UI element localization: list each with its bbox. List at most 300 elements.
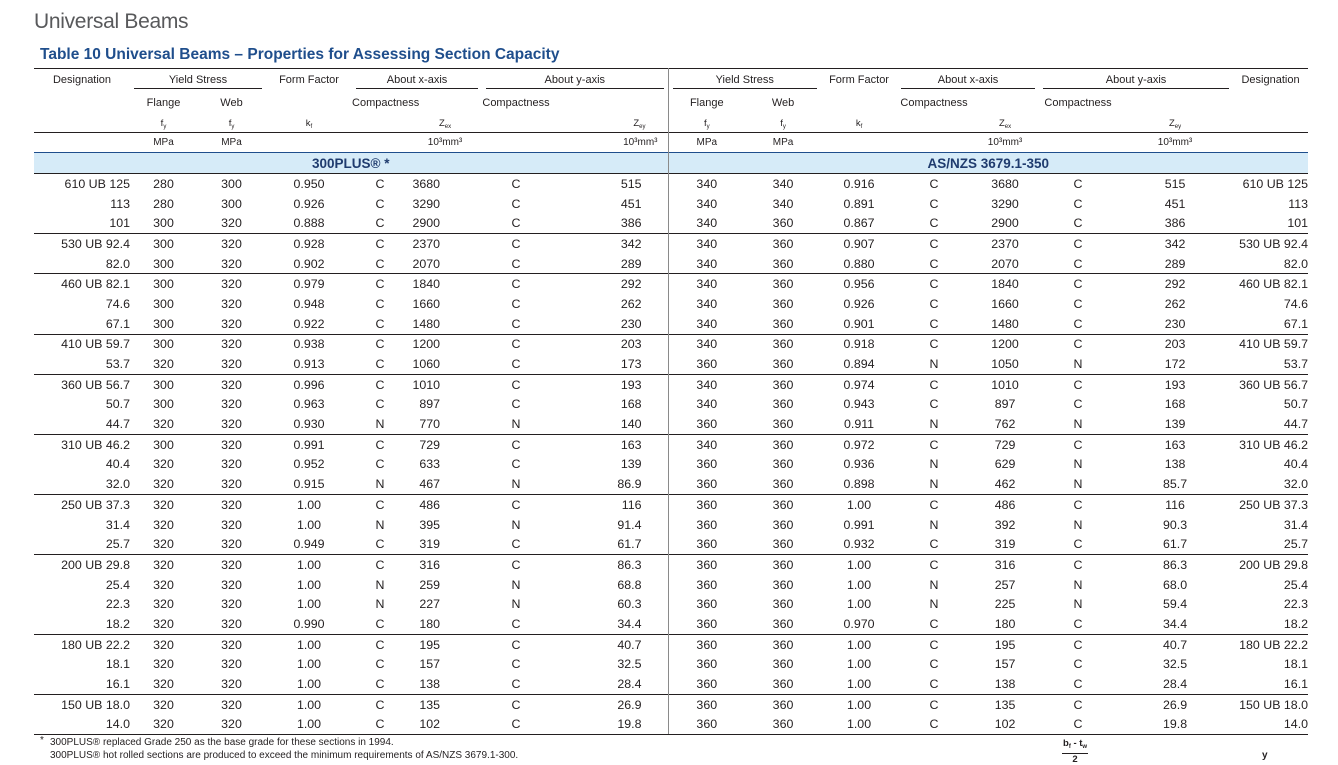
zey-cell-right: 116 <box>1117 495 1233 515</box>
compactness-x-cell-right: C <box>929 397 939 412</box>
compactness-x-header: Compactness <box>352 97 420 109</box>
about-y-header-right: About y-axis <box>1039 69 1233 92</box>
flange-fy-cell-right: 340 <box>668 434 745 454</box>
compactness-y-cell-right: C <box>1039 374 1117 394</box>
zex-cell: 1480 <box>412 316 441 331</box>
form-factor-cell-right: 1.00 <box>821 555 897 575</box>
designation-cell-right: 310 UB 46.2 <box>1233 434 1308 454</box>
table-row <box>34 434 1308 454</box>
compactness-x-cell-right: C <box>897 334 971 354</box>
compactness-y-cell-right: C <box>1073 216 1083 231</box>
compactness-y-cell-right: C <box>1039 334 1117 354</box>
zey-cell-right: 168 <box>1164 397 1186 412</box>
designation-cell-right: 82.0 <box>1283 256 1309 271</box>
table-row <box>34 674 1308 694</box>
designation-cell-right: 530 UB 92.4 <box>1233 234 1308 254</box>
compactness-x-cell-right: C <box>929 316 939 331</box>
designation-cell-right: 16.1 <box>1283 677 1309 692</box>
flange-fy-cell: 300 <box>153 256 174 271</box>
compactness-x-cell-right: C <box>897 694 971 714</box>
flange-fy-cell: 320 <box>130 634 197 654</box>
compactness-y-cell: C <box>511 196 521 211</box>
about-y-header: About y-axis <box>482 69 668 92</box>
zex-cell: 395 <box>419 517 441 532</box>
zey-cell: 60.3 <box>617 597 642 612</box>
zex-cell-right: 1840 <box>971 274 1039 294</box>
designation-cell-right: 610 UB 125 <box>1233 174 1308 194</box>
web-fy-cell: 320 <box>221 256 242 271</box>
form-factor-cell: 0.902 <box>293 256 325 271</box>
web-fy-cell-right: 360 <box>772 677 794 692</box>
web-fy-cell-right: 360 <box>745 274 821 294</box>
table-row <box>34 575 1308 595</box>
web-fy-cell: 320 <box>221 517 242 532</box>
form-factor-cell: 0.963 <box>293 397 325 412</box>
zey-cell: 140 <box>620 417 642 432</box>
flange-fy-cell: 320 <box>153 417 174 432</box>
compactness-x-cell: C <box>375 256 385 271</box>
flange-fy-cell-right: 360 <box>668 614 745 634</box>
flange-fy-cell-right: 360 <box>668 655 745 675</box>
compactness-x-cell: C <box>352 495 408 515</box>
zey-cell-right: 262 <box>1164 296 1186 311</box>
compactness-y-cell: C <box>511 316 521 331</box>
flange-fy-cell: 320 <box>153 597 174 612</box>
flange-fy-cell: 320 <box>130 694 197 714</box>
form-factor-cell: 0.930 <box>293 417 325 432</box>
unit-mpa: MPa <box>153 137 174 148</box>
zex-cell-right: 897 <box>994 397 1016 412</box>
flange-fy-cell: 300 <box>153 296 174 311</box>
compactness-y-cell-right: C <box>1073 537 1083 552</box>
form-factor-cell-right: 1.00 <box>821 715 897 735</box>
zey-cell: 61.7 <box>617 537 642 552</box>
zex-cell: 3290 <box>412 196 441 211</box>
web-fy-cell: 320 <box>197 495 266 515</box>
designation-cell-right: 67.1 <box>1283 316 1309 331</box>
designation-cell: 40.4 <box>105 457 130 472</box>
flange-fy-cell: 320 <box>130 715 197 735</box>
zex-cell-right: 2370 <box>971 234 1039 254</box>
zey-cell: 163 <box>550 434 668 454</box>
zey-cell-right: 90.3 <box>1162 517 1188 532</box>
form-factor-cell: 0.979 <box>266 274 352 294</box>
about-x-header-right: About x-axis <box>897 69 1039 92</box>
form-factor-cell: 1.00 <box>296 657 322 672</box>
web-fy-cell: 300 <box>197 174 266 194</box>
designation-cell-right: 360 UB 56.7 <box>1233 374 1308 394</box>
kf-symbol: $k_f$ <box>305 117 313 130</box>
form-factor-cell-right: 0.956 <box>821 274 897 294</box>
page-title: Universal Beams <box>34 10 189 33</box>
compactness-y-cell: C <box>511 616 521 631</box>
web-fy-cell-right: 340 <box>772 196 794 211</box>
flange-fy-cell-right: 360 <box>668 715 745 735</box>
web-fy-cell: 320 <box>221 577 242 592</box>
compactness-y-cell-right: C <box>1073 316 1083 331</box>
zey-cell: 262 <box>620 296 642 311</box>
zey-cell-right: 86.3 <box>1117 555 1233 575</box>
web-fy-cell-right: 360 <box>772 397 794 412</box>
web-fy-cell-right: 360 <box>745 334 821 354</box>
flange-fy-cell: 300 <box>130 274 197 294</box>
compactness-x-cell: N <box>375 417 385 432</box>
web-fy-cell-right: 360 <box>772 457 794 472</box>
footnote-mark: * <box>40 735 44 746</box>
form-factor-cell: 0.913 <box>293 357 325 372</box>
zex-symbol-right: $Z_{ex}$ <box>998 117 1012 130</box>
compactness-x-cell-right: C <box>929 677 939 692</box>
flange-fy-cell: 320 <box>153 477 174 492</box>
table-row <box>34 555 1308 575</box>
compactness-y-cell: C <box>511 677 521 692</box>
zex-cell-right: 157 <box>994 657 1016 672</box>
zey-cell: 193 <box>550 374 668 394</box>
zex-symbol: $Z_{ex}$ <box>438 117 452 130</box>
designation-cell: 67.1 <box>105 316 130 331</box>
table-row <box>34 194 1308 214</box>
compactness-y-cell: C <box>482 274 550 294</box>
zex-cell-right: 1480 <box>991 316 1019 331</box>
table-row <box>34 234 1308 254</box>
compactness-y-cell: N <box>511 597 521 612</box>
compactness-x-cell: C <box>352 234 408 254</box>
compactness-y-cell: C <box>482 174 550 194</box>
designation-cell-right: 22.3 <box>1283 597 1309 612</box>
compactness-x-cell-right: C <box>897 495 971 515</box>
zex-cell: 195 <box>408 634 482 654</box>
designation-cell-right: 40.4 <box>1283 457 1309 472</box>
compactness-x-cell-right: N <box>929 517 939 532</box>
web-fy-cell: 320 <box>221 397 242 412</box>
compactness-x-cell-right: C <box>929 196 939 211</box>
compactness-x-cell: C <box>352 715 408 735</box>
web-fy-cell-right: 360 <box>772 657 794 672</box>
designation-cell: 44.7 <box>105 417 130 432</box>
designation-cell: 32.0 <box>105 477 130 492</box>
zey-cell-right: 40.7 <box>1117 634 1233 654</box>
zey-cell: 28.4 <box>617 677 642 692</box>
compactness-y-cell-right: C <box>1073 616 1083 631</box>
web-fy-cell: 320 <box>221 296 242 311</box>
flange-fy-cell-right: 340 <box>668 374 745 394</box>
zey-cell-right: 85.7 <box>1162 477 1188 492</box>
zex-cell: 259 <box>419 577 441 592</box>
table-row <box>34 254 1308 274</box>
compactness-y-cell: C <box>482 495 550 515</box>
flange-fy-cell: 320 <box>153 657 174 672</box>
table-row <box>34 414 1308 434</box>
zey-cell: 292 <box>550 274 668 294</box>
unit-mpa: MPa <box>668 133 745 153</box>
designation-cell-right: 410 UB 59.7 <box>1233 334 1308 354</box>
designation-cell-right: 18.1 <box>1283 657 1309 672</box>
compactness-x-cell: N <box>375 517 385 532</box>
designation-cell: 113 <box>110 196 130 211</box>
zey-cell-right: 61.7 <box>1162 537 1188 552</box>
form-factor-cell-right: 0.926 <box>843 296 875 311</box>
compactness-y-cell: C <box>482 694 550 714</box>
flange-fy-cell-right: 340 <box>668 254 745 274</box>
web-fy-cell-right: 360 <box>745 694 821 714</box>
zex-cell-right: 180 <box>994 616 1016 631</box>
flange-fy-cell: 320 <box>130 495 197 515</box>
form-factor-cell-right: 0.970 <box>843 616 875 631</box>
compactness-x-cell: C <box>352 434 408 454</box>
compactness-x-cell: C <box>352 374 408 394</box>
zex-cell: 2370 <box>408 234 482 254</box>
web-fy-cell: 320 <box>221 357 242 372</box>
zex-cell-right: 2070 <box>991 256 1019 271</box>
flange-fy-cell: 300 <box>153 316 174 331</box>
designation-cell: 18.2 <box>105 616 130 631</box>
zey-cell: 342 <box>550 234 668 254</box>
zex-cell-right: 135 <box>971 694 1039 714</box>
zex-cell: 3680 <box>408 174 482 194</box>
flange-fy-cell-right: 340 <box>668 213 745 233</box>
web-fy-cell-right: 360 <box>772 357 794 372</box>
web-fy-cell: 320 <box>221 616 242 631</box>
zey-cell: 34.4 <box>617 616 642 631</box>
zey-cell: 32.5 <box>617 657 642 672</box>
form-factor-cell: 1.00 <box>296 677 322 692</box>
form-factor-cell: 1.00 <box>266 634 352 654</box>
form-factor-cell-right: 1.00 <box>846 677 872 692</box>
zex-cell: 1010 <box>408 374 482 394</box>
web-fy-cell: 320 <box>221 657 242 672</box>
zey-cell: 26.9 <box>550 694 668 714</box>
designation-cell-right: 44.7 <box>1283 417 1309 432</box>
compactness-y-cell: C <box>511 216 521 231</box>
flange-header-right: Flange <box>668 91 745 115</box>
compactness-x-cell-right: C <box>929 256 939 271</box>
zex-cell: 316 <box>408 555 482 575</box>
table-row <box>34 374 1308 394</box>
web-fy-cell: 320 <box>197 434 266 454</box>
web-fy-cell: 320 <box>221 537 242 552</box>
designation-cell: 410 UB 59.7 <box>34 334 130 354</box>
web-fy-cell: 320 <box>197 234 266 254</box>
web-fy-cell-right: 360 <box>772 316 794 331</box>
table-body <box>34 174 1308 735</box>
web-fy-cell: 300 <box>221 196 242 211</box>
zex-cell: 1660 <box>412 296 441 311</box>
zex-cell: 1840 <box>408 274 482 294</box>
compactness-y-cell-right: C <box>1039 434 1117 454</box>
compactness-x-cell: C <box>375 316 385 331</box>
zey-cell-right: 138 <box>1164 457 1186 472</box>
unit-zey: 10³mm³ <box>623 137 658 148</box>
formula-numerator: $b_f - t_w$ <box>1062 738 1088 754</box>
designation-cell-right: 53.7 <box>1283 357 1309 372</box>
compactness-x-header-right: Compactness <box>900 97 968 109</box>
flange-fy-cell-right: 360 <box>668 674 745 694</box>
table-row <box>34 515 1308 535</box>
zex-cell: 467 <box>419 477 441 492</box>
designation-cell-right: 113 <box>1288 196 1309 211</box>
compactness-x-cell: C <box>375 657 385 672</box>
flange-fy-cell: 320 <box>153 517 174 532</box>
designation-cell: 22.3 <box>105 597 130 612</box>
zex-cell: 897 <box>419 397 441 412</box>
web-fy-cell-right: 360 <box>772 537 794 552</box>
compactness-y-cell-right: C <box>1039 234 1117 254</box>
flange-fy-cell-right: 360 <box>668 575 745 595</box>
flange-fy-cell-right: 340 <box>668 274 745 294</box>
zex-cell: 486 <box>408 495 482 515</box>
designation-cell-right: 14.0 <box>1233 715 1308 735</box>
designation-cell-right: 74.6 <box>1283 296 1309 311</box>
flange-fy-cell-right: 340 <box>668 174 745 194</box>
footnote-line-1: 300PLUS® replaced Grade 250 as the base grade for these sections in 1994. <box>50 737 394 748</box>
compactness-y-cell-right: N <box>1073 457 1083 472</box>
form-factor-cell: 0.950 <box>266 174 352 194</box>
designation-cell-right: 32.0 <box>1283 477 1309 492</box>
compactness-y-cell: C <box>511 537 521 552</box>
table-row <box>34 294 1308 314</box>
zey-cell-right: 59.4 <box>1162 597 1188 612</box>
compactness-y-cell-right: N <box>1073 597 1083 612</box>
flange-fy-cell-right: 360 <box>668 354 745 374</box>
designation-cell: 53.7 <box>105 357 130 372</box>
unit-mpa: MPa <box>772 137 794 148</box>
web-fy-cell: 320 <box>221 677 242 692</box>
compactness-y-cell-right: C <box>1073 397 1083 412</box>
fy-flange-symbol-right: $f_y$ <box>668 115 745 133</box>
compactness-y-cell-right: N <box>1073 517 1083 532</box>
zex-cell-right: 3680 <box>971 174 1039 194</box>
designation-cell-right: 180 UB 22.2 <box>1233 634 1308 654</box>
form-factor-cell: 0.922 <box>293 316 325 331</box>
compactness-y-cell-right: N <box>1073 357 1083 372</box>
designation-cell: 50.7 <box>105 397 130 412</box>
compactness-x-cell-right: C <box>897 274 971 294</box>
compactness-x-cell-right: N <box>929 357 939 372</box>
web-fy-cell: 320 <box>197 634 266 654</box>
form-factor-cell-right: 0.916 <box>821 174 897 194</box>
designation-cell: 200 UB 29.8 <box>34 555 130 575</box>
table-row <box>34 634 1308 654</box>
zex-cell-right: 1050 <box>991 357 1019 372</box>
zex-cell-right: 195 <box>971 634 1039 654</box>
zey-cell: 451 <box>620 196 642 211</box>
compactness-x-cell: C <box>375 296 385 311</box>
zex-cell: 135 <box>408 694 482 714</box>
designation-cell: 250 UB 37.3 <box>34 495 130 515</box>
form-factor-cell: 0.928 <box>266 234 352 254</box>
form-factor-cell: 0.915 <box>293 477 325 492</box>
unit-zex: 10³mm³ <box>987 137 1023 148</box>
flange-fy-cell-right: 340 <box>668 294 745 314</box>
compactness-y-cell: C <box>482 634 550 654</box>
zey-cell-right: 172 <box>1164 357 1186 372</box>
form-factor-header-right: Form Factor <box>829 74 889 86</box>
designation-cell: 25.7 <box>105 537 130 552</box>
zey-cell-right: 68.0 <box>1162 577 1188 592</box>
zex-cell-right: 486 <box>971 495 1039 515</box>
table-title: Table 10 Universal Beams – Properties for Assessing Section Capacity <box>40 46 560 63</box>
table-row <box>34 715 1308 735</box>
flange-fy-cell: 300 <box>130 434 197 454</box>
web-fy-cell-right: 340 <box>745 174 821 194</box>
table-row <box>34 174 1308 194</box>
web-fy-cell: 320 <box>221 457 242 472</box>
compactness-y-cell: C <box>482 374 550 394</box>
compactness-y-cell-right: C <box>1073 677 1083 692</box>
web-fy-cell: 320 <box>221 597 242 612</box>
flange-fy-cell: 320 <box>153 537 174 552</box>
zey-cell: 173 <box>620 357 642 372</box>
compactness-x-cell-right: N <box>929 577 939 592</box>
flange-fy-cell-right: 360 <box>668 634 745 654</box>
unit-zex: 10³mm³ <box>427 137 463 148</box>
compactness-x-cell: C <box>375 397 385 412</box>
zex-cell: 157 <box>419 657 441 672</box>
form-factor-cell-right: 0.898 <box>843 477 875 492</box>
designation-cell: 610 UB 125 <box>34 174 130 194</box>
designation-cell: 74.6 <box>105 296 130 311</box>
web-fy-cell: 320 <box>197 334 266 354</box>
compactness-x-cell: C <box>352 694 408 714</box>
table-row <box>34 534 1308 554</box>
zey-cell: 289 <box>620 256 642 271</box>
table-row <box>34 594 1308 614</box>
zey-cell-right: 342 <box>1117 234 1233 254</box>
compactness-y-cell-right: C <box>1073 196 1083 211</box>
flange-outstand-formula <box>1062 738 1088 765</box>
designation-cell: 31.4 <box>105 517 130 532</box>
zex-cell: 180 <box>419 616 441 631</box>
web-fy-cell-right: 360 <box>745 434 821 454</box>
flange-fy-cell-right: 360 <box>668 694 745 714</box>
web-fy-cell-right: 360 <box>745 495 821 515</box>
designation-cell-right: 150 UB 18.0 <box>1233 694 1308 714</box>
zey-cell: 68.8 <box>617 577 642 592</box>
form-factor-cell-right: 0.880 <box>843 256 875 271</box>
zey-cell: 86.3 <box>550 555 668 575</box>
compactness-x-cell-right: C <box>929 657 939 672</box>
footnote-line-2: 300PLUS® hot rolled sections are produced to exceed the minimum requirements of AS/NZS 3679.1-300. <box>50 750 519 761</box>
flange-fy-cell-right: 360 <box>668 594 745 614</box>
grade-label-left: 300PLUS® * <box>34 153 668 174</box>
form-factor-cell: 1.00 <box>296 517 322 532</box>
form-factor-cell-right: 0.972 <box>821 434 897 454</box>
web-fy-cell: 320 <box>221 216 242 231</box>
compactness-y-cell: C <box>482 234 550 254</box>
form-factor-cell: 0.990 <box>293 616 325 631</box>
zex-cell-right: 225 <box>994 597 1016 612</box>
footnote <box>40 736 518 762</box>
table-row <box>34 274 1308 294</box>
zex-cell: 138 <box>419 677 441 692</box>
designation-cell: 460 UB 82.1 <box>34 274 130 294</box>
compactness-y-cell: C <box>511 256 521 271</box>
table-row <box>34 495 1308 515</box>
form-factor-cell-right: 0.974 <box>821 374 897 394</box>
compactness-y-cell-right: C <box>1039 715 1117 735</box>
flange-fy-cell: 300 <box>130 374 197 394</box>
zey-cell: 230 <box>620 316 642 331</box>
flange-fy-cell: 320 <box>153 457 174 472</box>
compactness-y-cell-right: C <box>1039 634 1117 654</box>
zex-cell: 102 <box>408 715 482 735</box>
flange-fy-cell-right: 360 <box>668 534 745 554</box>
zey-cell: 515 <box>550 174 668 194</box>
compactness-x-cell-right: C <box>929 296 939 311</box>
table-row <box>34 614 1308 634</box>
flange-fy-cell-right: 360 <box>668 555 745 575</box>
form-factor-cell-right: 0.991 <box>843 517 875 532</box>
